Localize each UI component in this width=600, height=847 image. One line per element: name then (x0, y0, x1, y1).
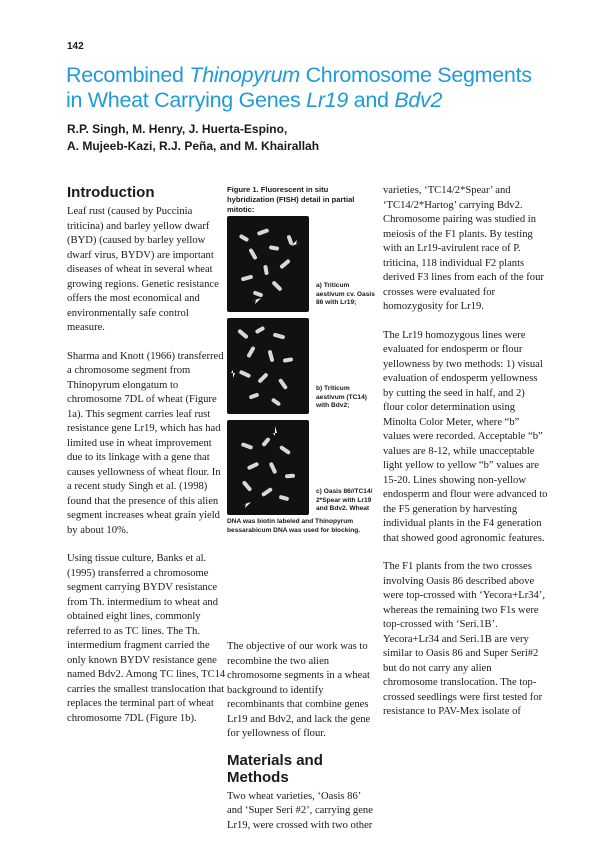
figure-caption: Figure 1. Fluorescent in situ hybridization (FISH) detail in partial mitotic: (227, 185, 355, 214)
title-italic: Lr19 (306, 88, 348, 112)
heading-line: Materials and (227, 751, 323, 769)
heading-line: Methods (227, 768, 289, 786)
paragraph: Sharma and Knott (1966) transferred a chromosome segment from Thinopyrum elongatum to chromosome 7DL of wheat (Figure 1a). This segment carries leaf rust resistance gene Lr19, which has had limited use in wheat improvement due to its linkage with a gene that causes yellowness of wheat flour. In a recent study Singh et al. (1998) found that the presence of this alien segment increases wheat grain yield by about 10%. (67, 350, 224, 536)
paper-title (66, 63, 546, 113)
column-middle (227, 640, 375, 847)
fish-image-c (227, 420, 309, 515)
column-right (383, 184, 548, 734)
authors-line: R.P. Singh, M. Henry, J. Huerta-Espino, (67, 122, 288, 136)
authors-line: A. Mujeeb-Kazi, R.J. Peña, and M. Khairallah (67, 139, 320, 153)
column-left (67, 184, 227, 740)
paragraph: The objective of our work was to recombine the two alien chromosome segments in a wheat background to identify recombinants that combine genes Lr19 and Bdv2, and lack the gene for yellowness of flour. (227, 641, 371, 739)
title-text: Recombined (66, 63, 190, 87)
fish-image-b (227, 318, 309, 414)
paragraph: varieties, ‘TC14/2*Spear’ and ‘TC14/2*Hartog’ carrying Bdv2. Chromosome pairing was studied in meiosis of the F1 plants. By testing with an Lr19-avirulent race of P. triticina, 118 individual F2 plants derived F3 lines from each of the four crosses were evaluated for homozygosity for Lr19. (383, 185, 544, 312)
section-heading-methods (227, 752, 375, 786)
paragraph: The Lr19 homozygous lines were evaluated for endosperm or flour yellowness by two methods: 1) visual evaluation of endosperm yellowness by cutting the seed in half, and 2) flour color determination using Minolta Color Meter, where “b” values were recorded. Acceptable “b” values are 8-12, while unacceptable light yellow to yellow “b” values are 15-20. Lines showing non-yellow endosperm and flour were advanced to the F5 generation by harvesting individual plants in the F4 generation that showed good agronomic features. (383, 329, 548, 544)
title-text: and (348, 88, 395, 112)
figure-label-c: c) Oasis 86//TC14/ 2*Spear with Lr19 and Bdv2. Wheat (316, 488, 373, 512)
figure-note: DNA was biotin labeled and Thinopyrum bessarabicum DNA was used for blocking. (227, 518, 361, 534)
author-list (67, 121, 319, 155)
title-text: Chromosome Segments (299, 63, 532, 87)
title-italic: Thinopyrum (189, 63, 300, 87)
figure-label-b: b) Triticum aestivum (TC14) with Bdv2; (316, 385, 367, 409)
page-number: 142 (67, 41, 84, 52)
paragraph: Leaf rust (caused by Puccinia triticina) and barley yellow dwarf (BYD) (caused by barley yellow dwarf virus, BYDV) are important diseases of wheat in several wheat growing regions. Genetic resistance offers the most economical and environmentally safe control measure. (67, 206, 219, 333)
section-heading-introduction: Introduction (67, 184, 155, 201)
title-text: in Wheat Carrying Genes (66, 88, 307, 112)
paragraph: The F1 plants from the two crosses involving Oasis 86 described above were top-crossed with ‘Yecora+Lr34’, whereas the remaining two F1s were top-crossed with ‘Seri.1B’. Yecora+Lr34 and Seri.1B are very similar to Oasis 86 and Super Seri#2 but do not carry any alien chromosome translocation. The top-crossed seedlings were first tested for resistance to PAV-Mex isolate of (383, 561, 545, 717)
paragraph: Using tissue culture, Banks et al. (1995) transferred a chromosome segment carrying BYDV resistance from Th. intermedium to wheat and obtained eight lines, commonly referred to as TC lines. The Th. intermedium fragment carried the only known BYDV resistance gene named Bdv2. Among TC lines, TC14 carries the smallest translocation that replaces the terminal part of wheat chromosome 7DL (Figure 1b). (67, 553, 226, 724)
figure-label-a: a) Triticum aestivum cv. Oasis 86 with Lr19; (316, 282, 375, 306)
figure-1 (227, 185, 377, 215)
title-italic: Bdv2 (394, 88, 443, 112)
paragraph: Two wheat varieties, ‘Oasis 86’ and ‘Super Seri #2’, carrying gene Lr19, were crossed with two other (227, 790, 373, 831)
fish-image-a (227, 216, 309, 312)
